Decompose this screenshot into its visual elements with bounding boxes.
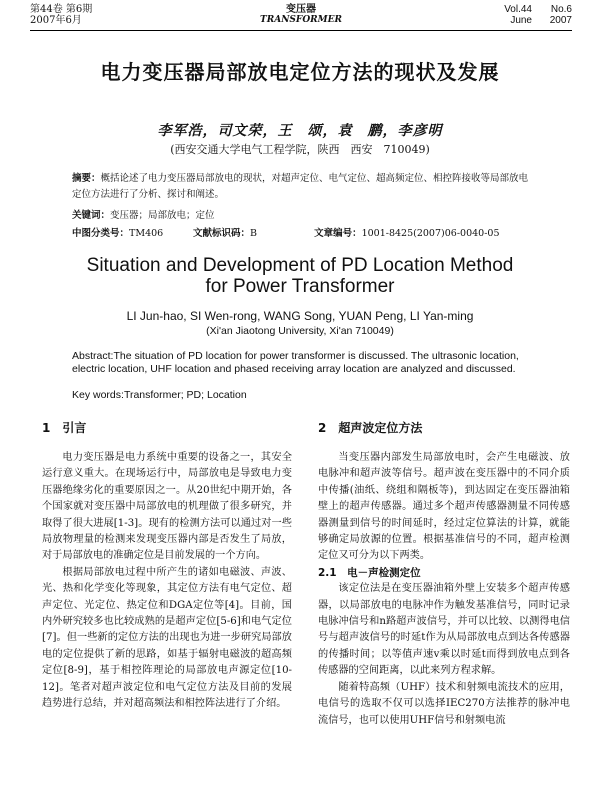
doc-code-value: B — [250, 228, 258, 239]
column-left — [42, 420, 292, 713]
keywords-cn — [72, 207, 530, 221]
title-en — [0, 255, 600, 297]
article-no-value: 1001-8425(2007)06-0040-05 — [361, 228, 500, 239]
title-en-line2: for Power Transformer — [205, 276, 395, 297]
affiliation-en: (Xi'an Jiaotong University, Xi'an 710049) — [206, 325, 394, 337]
authors-cn: 李军浩，司文荣，王 颂，袁 鹏，李彦明 — [157, 123, 443, 139]
header-journal — [30, 4, 572, 26]
classification-line — [72, 225, 560, 239]
clc-label: 中图分类号： — [72, 228, 130, 239]
header-right — [492, 4, 572, 26]
abstract-en-text: The situation of PD location for power transformer is discussed. The ultrasonic location, electric location, UHF location and phased receiving array location are analyzed and discussed. — [72, 350, 519, 375]
header-journal-en: TRANSFORMER — [260, 15, 342, 25]
clc-value: TM406 — [129, 228, 164, 239]
header-vol-en: Vol.44 — [504, 4, 532, 15]
section2-1-paragraph: 随着特高频（UHF）技术和射频电流技术的应用，电信号的选取不仅可以选择IEC270方法推荐的脉冲电流信号，也可以使用UHF信号和射频电流 — [318, 681, 570, 726]
keywords-en-text: Transformer; PD; Location — [123, 389, 247, 401]
header-volume-cn: 第44卷 第6期 — [30, 4, 93, 15]
header-journal-cn: 变压器 — [286, 4, 316, 15]
abstract-en-label: Abstract: — [72, 350, 114, 362]
authors-en: LI Jun-hao, SI Wen-rong, WANG Song, YUAN Peng, LI Yan-ming — [126, 309, 474, 323]
column-right — [318, 420, 570, 729]
section1-heading: 1 引言 — [42, 421, 87, 435]
header-month-en: June — [510, 15, 532, 26]
keywords-cn-text: 变压器；局部放电；定位 — [110, 210, 215, 221]
keywords-cn-label: 关键词： — [72, 210, 111, 221]
section2-heading: 2 超声波定位方法 — [318, 421, 423, 435]
title-cn: 电力变压器局部放电定位方法的现状及发展 — [100, 60, 500, 84]
abstract-cn-text: 概括论述了电力变压器局部放电的现状，对超声定位、电气定位、超高频定位、相控阵接收等局部放电定位方法进行了分析、探讨和阐述。 — [72, 173, 529, 200]
header-no-en: No.6 — [550, 4, 572, 15]
abstract-cn-label: 摘要： — [72, 173, 101, 184]
section2-1-paragraph: 该定位法是在变压器油箱外壁上安装多个超声传感器，以局部放电的电脉冲作为触发基准信号，同时记录电脉冲信号和n路超声波信号，并可以比较、以测得电信号与超声波信号的时延t作为从局部放电点到达各传感器的传播时间；以等值声速v乘以时延t而得到放电点到各传感器的空间距离，以此来列方程求解。 — [318, 583, 570, 677]
section1-paragraph: 根据局部放电过程中所产生的诸如电磁波、声波、光、热和化学变化等现象，其定位方法有电气定位、超声定位、光定位、热定位和DGA定位等[4]。目前，国内外研究较多也比较成熟的是超声定位[5-6]和电气定位[7]。但一些新的定位方法的出现也为进一步研究局部放电的定位提供了新的思路，如基于辐射电磁波的超高频定位[8-9]，基于相控阵理论的局部放电声源定位[10-12]。笔者对超声波定位和电气定位方法及目前的发展趋势进行总结，并对超高频法和相控阵法进行了介绍。 — [42, 566, 292, 710]
section2-1-heading: 2.1 电－声检测定位 — [318, 566, 421, 579]
header-rule — [30, 30, 572, 31]
abstract-en — [72, 350, 532, 375]
header-year-en: 2007 — [549, 15, 572, 26]
running-header — [30, 4, 572, 30]
keywords-en — [72, 389, 532, 401]
title-en-line1: Situation and Development of PD Location Method — [86, 255, 514, 276]
affiliation-cn: (西安交通大学电气工程学院，陕西 西安 710049) — [170, 143, 430, 156]
article-no-label: 文章编号： — [314, 228, 362, 239]
section1-paragraph: 电力变压器是电力系统中重要的设备之一，其安全运行意义重大。在现场运行中，局部放电是导致电力变压器绝缘劣化的重要原因之一。从20世纪中期开始，各个国家就对变压器中局部放电的机理做了很多研究，并取得了很大进展[1-3]。现有的检测方法可以通过对一些局放物理量的检测来发现变压器内部是否发生了局放，对于局部放电的准确定位是目前发展的一个方向。 — [42, 452, 292, 562]
abstract-cn — [72, 171, 530, 203]
keywords-en-label: Key words: — [72, 389, 124, 401]
header-date-cn: 2007年6月 — [30, 15, 82, 26]
doc-code-label: 文献标识码： — [193, 228, 251, 239]
section2-paragraph: 当变压器内部发生局部放电时，会产生电磁波、放电脉冲和超声波等信号。超声波在变压器中的不同介质中传播(油纸、绕组和隔板等)，到达固定在变压器油箱壁上的超声传感器。通过多个超声传感器测量不同传感器测量到信号的时间延时，经过定位算法的计算，就能够确定局放源的位置。根据基准信号的不同，超声检测定位又可分为以下两类。 — [318, 452, 570, 562]
